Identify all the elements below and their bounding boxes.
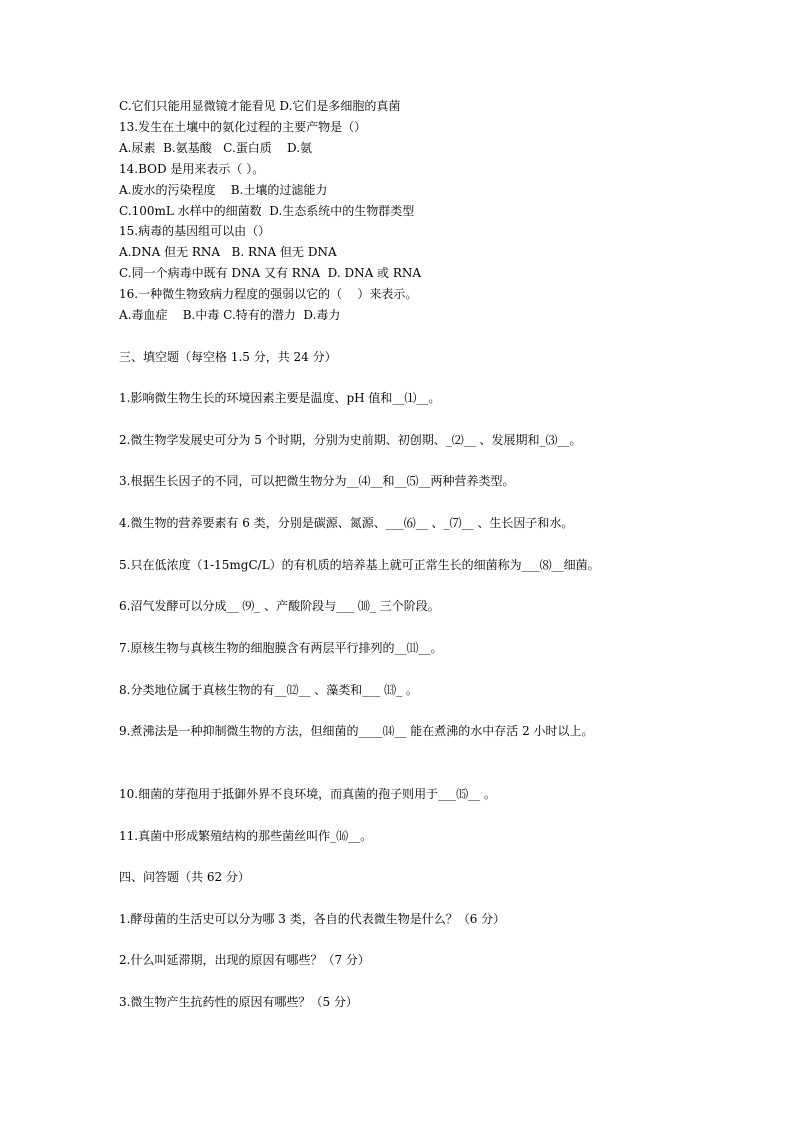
q16-options: A.毒血症 B.中毒 C.特有的潜力 D.毒力 — [119, 308, 341, 322]
q16-question: 16.一种微生物致病力程度的强弱以它的（ ）来表示。 — [119, 287, 418, 301]
section-heading-short-answer: 四、问答题（共 62 分） — [119, 870, 250, 884]
q13-options: A.尿素 B.氨基酸 C.蛋白质 D.氨 — [119, 141, 313, 155]
fill-question-2: 2.微生物学发展史可分为 5 个时期，分别为史前期、初创期、_⑵__ 、发展期和_⑶__。 — [119, 433, 582, 447]
fill-question-11: 11.真菌中形成繁殖结构的那些菌丝叫作_⒃__。 — [119, 829, 373, 843]
answer-question-2: 2.什么叫延滞期，出现的原因有哪些？（7 分） — [119, 953, 370, 967]
fill-question-9: 9.煮沸法是一种抑制微生物的方法，但细菌的____⒁__ 能在煮沸的水中存活 2 小时以上。 — [119, 724, 594, 738]
q14-options-cd: C.100mL 水样中的细菌数 D.生态系统中的生物群类型 — [119, 204, 415, 218]
fill-question-3: 3.根据生长因子的不同，可以把微生物分为__⑷__和__⑸__两种营养类型。 — [119, 474, 515, 488]
fill-question-4: 4.微生物的营养要素有 6 类，分别是碳源、氮源、___⑹__ 、_⑺__ 、生长因子和水。 — [119, 516, 574, 530]
q12-options-cd: C.它们只能用显微镜才能看见 D.它们是多细胞的真菌 — [119, 99, 401, 113]
q15-options-cd: C.同一个病毒中既有 DNA 又有 RNA D. DNA 或 RNA — [119, 266, 422, 280]
section-heading-fill-in: 三、填空题（每空格 1.5 分，共 24 分） — [119, 350, 337, 364]
q13-question: 13.发生在土壤中的氨化过程的主要产物是（） — [119, 120, 367, 134]
answer-question-3: 3.微生物产生抗药性的原因有哪些？（5 分） — [119, 995, 358, 1009]
answer-question-1: 1.酵母菌的生活史可以分为哪 3 类，各自的代表微生物是什么？（6 分） — [119, 912, 506, 926]
fill-question-7: 7.原核生物与真核生物的细胞膜含有两层平行排列的__⑾__。 — [119, 641, 443, 655]
q14-options-ab: A.废水的污染程度 B.土壤的过滤能力 — [119, 183, 328, 197]
fill-question-10: 10.细菌的芽孢用于抵御外界不良环境，而真菌的孢子则用于___⒂__ 。 — [119, 787, 496, 801]
fill-question-6: 6.沼气发酵可以分成__ ⑼_ 、产酸阶段与___ ⑽_ 三个阶段。 — [119, 599, 440, 613]
q15-options-ab: A.DNA 但无 RNA B. RNA 但无 DNA — [119, 245, 337, 259]
fill-question-1: 1.影响微生物生长的环境因素主要是温度、pH 值和__⑴__。 — [119, 391, 441, 405]
fill-question-8: 8.分类地位属于真核生物的有__⑿__ 、藻类和___ ⒀_ 。 — [119, 683, 418, 697]
q14-question: 14.BOD 是用来表示（ ）。 — [119, 162, 265, 176]
fill-question-5: 5.只在低浓度（1-15mgC/L）的有机质的培养基上就可正常生长的细菌称为___⑻__细菌。 — [119, 558, 600, 572]
q15-question: 15.病毒的基因组可以由（） — [119, 224, 271, 238]
